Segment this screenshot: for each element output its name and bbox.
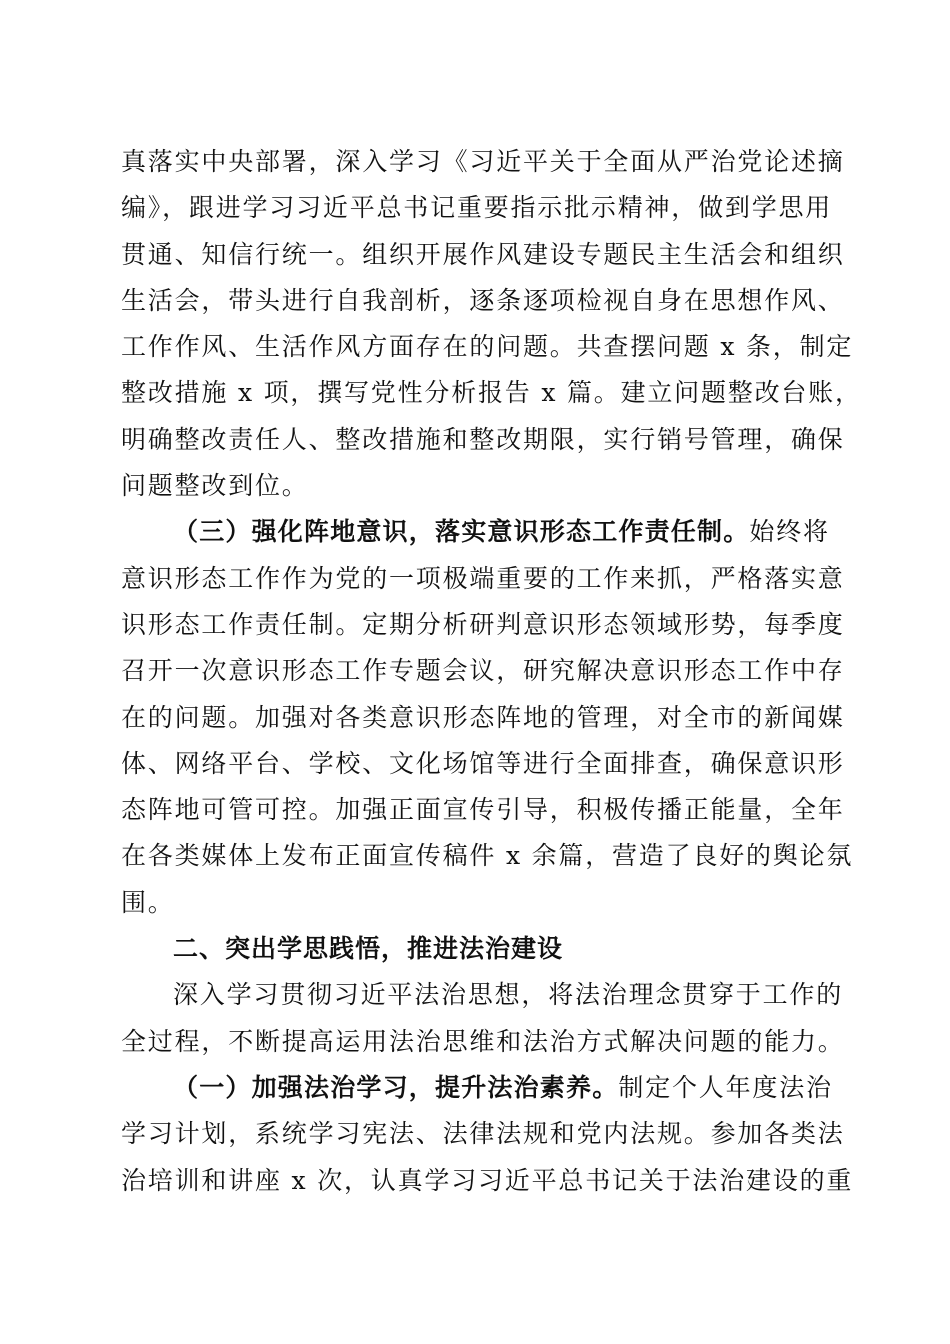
section-1-first-line — [121, 1065, 833, 1111]
section-3-first-text: 始终将 — [749, 517, 830, 547]
text-line: 生活会，带头进行自我剖析，逐条逐项检视自身在思想作风、 — [121, 285, 845, 315]
section-3-first-line — [121, 509, 830, 555]
text-line: 贯通、知信行统一。组织开展作风建设专题民主生活会和组织 — [121, 239, 845, 269]
text-line: 治培训和讲座 x 次，认真学习习近平总书记关于法治建设的重 — [121, 1165, 854, 1195]
text-line: 全过程，不断提高运用法治思维和法治方式解决问题的能力。 — [121, 1026, 845, 1056]
text-line: 深入学习贯彻习近平法治思想，将法治理念贯穿于工作的 — [173, 980, 844, 1010]
text-line: 学习计划，系统学习宪法、法律法规和党内法规。参加各类法 — [121, 1119, 845, 1149]
text-line: 工作作风、生活作风方面存在的问题。共查摆问题 x 条，制定 — [121, 332, 854, 362]
paragraph-section-1 — [121, 1065, 854, 1204]
section-1-first-text: 制定个人年度法治 — [618, 1072, 833, 1102]
text-line: 召开一次意识形态工作专题会议，研究解决意识形态工作中存 — [121, 656, 845, 686]
text-line: 识形态工作责任制。定期分析研判意识形态领域形势，每季度 — [121, 609, 845, 639]
text-line: 问题整改到位。 — [121, 471, 309, 501]
text-line: 真落实中央部署，深入学习《习近平关于全面从严治党论述摘 — [121, 147, 845, 176]
paragraph-self-inspection — [121, 139, 862, 509]
paragraph-intro — [121, 972, 845, 1065]
text-line: 态阵地可管可控。加强正面宣传引导，积极传播正能量，全年 — [121, 795, 845, 825]
text-line: 体、网络平台、学校、文化场馆等进行全面排查，确保意识形 — [121, 748, 845, 778]
text-line: 在各类媒体上发布正面宣传稿件 x 余篇，营造了良好的舆论氛 — [121, 841, 854, 871]
text-line: 在的问题。加强对各类意识形态阵地的管理，对全市的新闻媒 — [121, 702, 845, 732]
section-3-heading: （三）强化阵地意识，落实意识形态工作责任制。 — [173, 517, 750, 547]
text-line: 围。 — [121, 887, 175, 917]
text-line: 整改措施 x 项，撰写党性分析报告 x 篇。建立问题整改台账， — [121, 378, 862, 408]
document-body — [121, 139, 862, 1204]
paragraph-section-3 — [121, 509, 854, 926]
text-line: 编》，跟进学习习近平总书记重要指示批示精神，做到学思用 — [121, 193, 833, 223]
text-line: 明确整改责任人、整改措施和整改期限，实行销号管理，确保 — [121, 424, 845, 454]
section-heading-2: 二、突出学思践悟，推进法治建设 — [173, 934, 564, 964]
text-line: 意识形态工作作为党的一项极端重要的工作来抓，严格落实意 — [121, 563, 845, 593]
section-1-heading: （一）加强法治学习，提升法治素养。 — [173, 1072, 619, 1102]
